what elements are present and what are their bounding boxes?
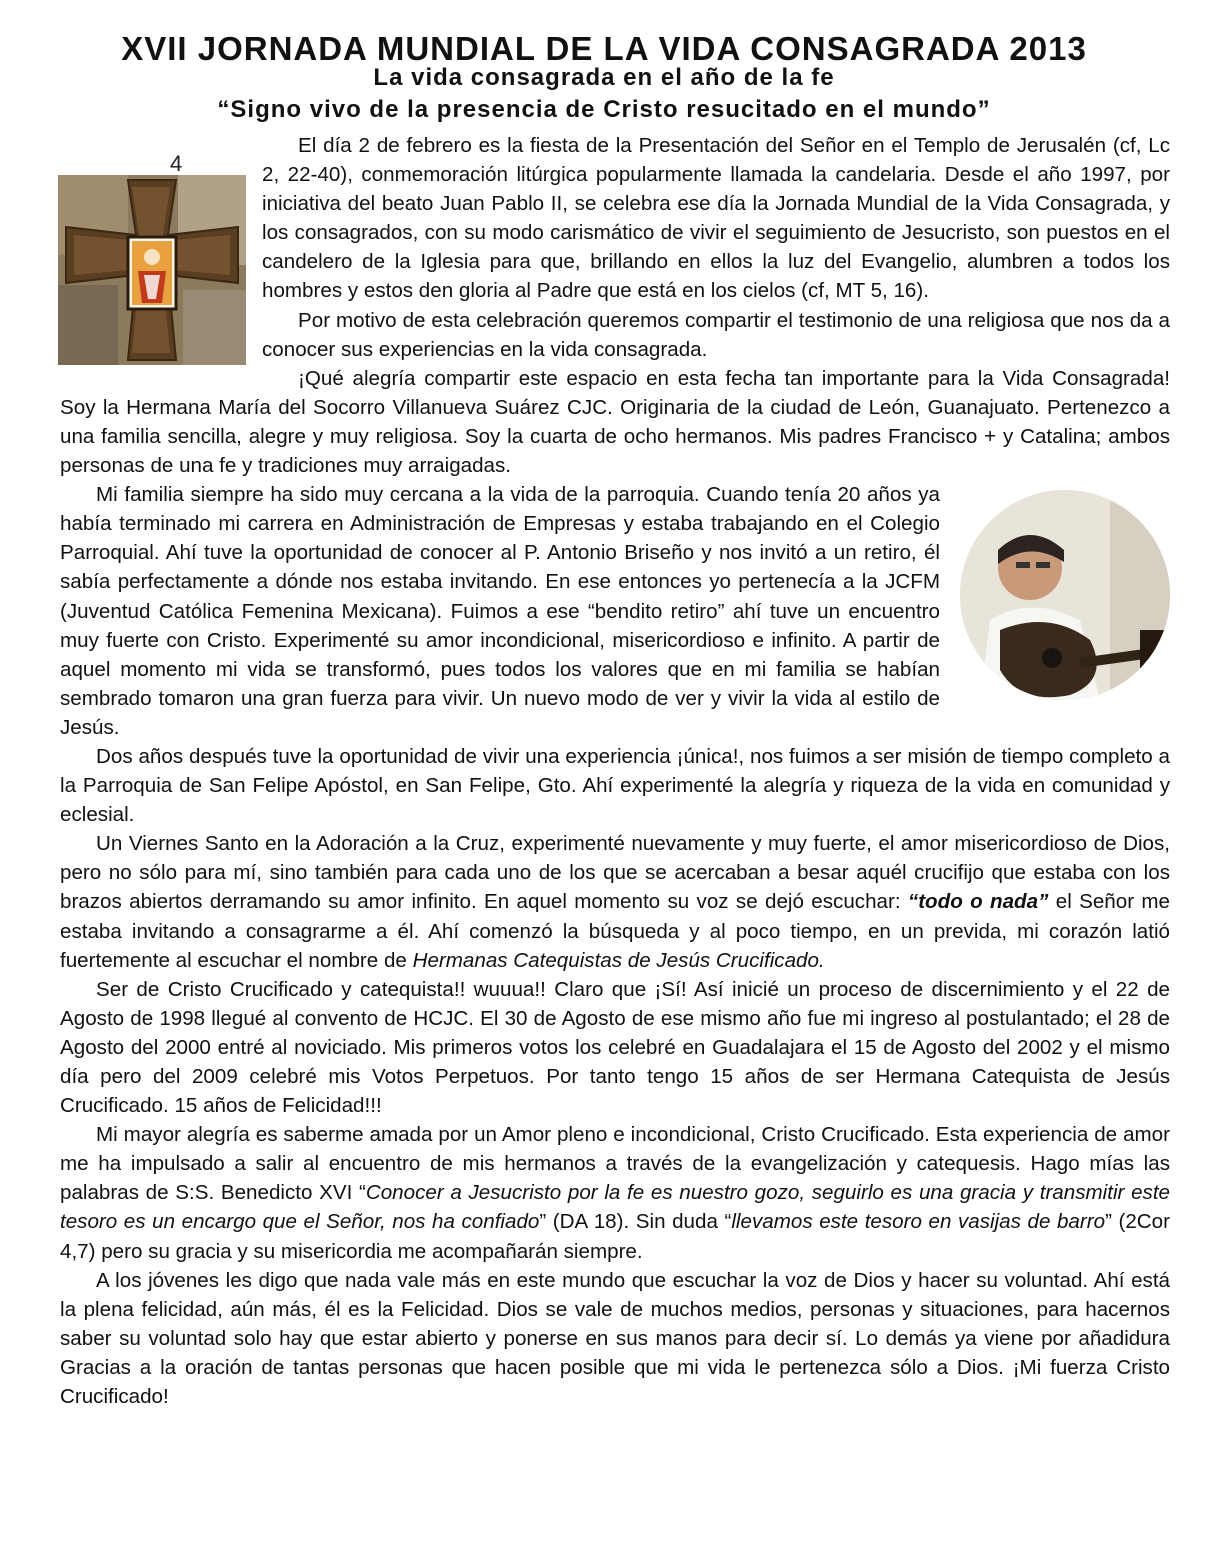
- paragraph: El día 2 de febrero es la fiesta de la Presentación del Señor en el Templo de Jerusalén (cf, Lc 2, 22-40), conmemoración litúrgica popularmente llamada la candelaria. Desde el año 1997, por iniciativa del beato Juan Pablo II, se celebra ese día la Jornada Mundial de la Vida Consagrada, y los consagrados, con su modo carismático de vivir el seguimiento de Jesucristo, son puestos en el candelero de la Iglesia para que, brillando en ellos la luz del Evangelio, alumbren a todos los hombres y estos den gloria al Padre que está en los cielos (cf, MT 5, 16).: [262, 134, 1170, 303]
- congregation-name: Hermanas Catequistas de Jesús Crucificado.: [412, 948, 825, 972]
- decorative-mark: 4: [170, 151, 183, 176]
- paragraph: Mi familia siempre ha sido muy cercana a la vida de la parroquia. Cuando tenía 20 años ya había terminado mi carrera en Administración de Empresas y estaba trabajando en el Colegio Parroquial. Ahí tuve la oportunidad de conocer al P. Antonio Briseño y nos invitó a un retiro, él sabía perfectamente a dónde nos estaba invitando. En ese entonces yo pertenecía a la JCFM (Juventud Católica Femenina Mexicana). Fuimos a ese “bendito retiro” ahí tuve un encuentro muy fuerte con Cristo. Experimenté su amor incondicional, misericordioso e infinito. A partir de aquel momento mi vida se transformó, pues todos los valores que en mi familia se habían sembrado tomaron una gran fuerza para vivir. Un nuevo modo de ver y vivir la vida al estilo de Jesús.: [60, 483, 940, 739]
- quote-text: llevamos este tesoro en vasijas de barro: [731, 1210, 1106, 1234]
- page-subtitle: La vida consagrada en el año de la fe: [373, 64, 835, 91]
- guitar-portrait: [960, 490, 1170, 700]
- article-body: [60, 131, 1170, 1411]
- paragraph: ¡Qué alegría compartir este espacio en esta fecha tan importante para la Vida Consagrada! Soy la Hermana María del Socorro Villanueva Suárez CJC. Originaria de la ciudad de León, Guanajuato. Pertenezco a una familia sencilla, alegre y muy religiosa. Soy la cuarta de ocho hermanos. Mis padres Francisco + y Catalina; ambos personas de una fe y tradiciones muy arraigadas.: [60, 366, 1170, 478]
- paragraph-text: ” (2Cor 4,7) pero su gracia y su misericordia me acompañarán siempre.: [60, 1210, 1170, 1263]
- cross-image: [58, 151, 246, 371]
- paragraph-text: Mi mayor alegría es saberme amada por un Amor pleno e incondicional, Cristo Crucificado. Esta experiencia de amor me ha impulsado a salir al encuentro de mis hermanos a través de la evangelización y catequesis. Hago mías las palabras de S:S. Benedicto XVI “: [60, 1123, 1170, 1205]
- paragraph-text: ” (DA 18). Sin duda “: [539, 1210, 732, 1234]
- page-motto: “Signo vivo de la presencia de Cristo resucitado en el mundo”: [217, 96, 991, 123]
- paragraph-text: el Señor me estaba invitando a consagrarme a él. Ahí comenzó la búsqueda y al poco tiempo, en un previda, mi corazón latió fuertemente al escuchar el nombre de: [60, 890, 1170, 972]
- paragraph: Dos años después tuve la oportunidad de vivir una experiencia ¡única!, nos fuimos a ser misión de tiempo completo a la Parroquia de San Felipe Apóstol, en San Felipe, Gto. Ahí experimenté la alegría y riqueza de la vida en comunidad y eclesial.: [60, 744, 1170, 827]
- paragraph: Ser de Cristo Crucificado y catequista!! wuuua!! Claro que ¡Sí! Así inicié un proceso de discernimiento y el 22 de Agosto de 1998 llegué al convento de HCJC. El 30 de Agosto de ese mismo año fue mi ingreso al postulantado; el 28 de Agosto del 2000 entré al noviciado. Mis primeros votos los celebré en Guadalajara el 15 de Agosto del 2002 y el mismo día pero del 2009 celebré mis Votos Perpetuos. Por tanto tengo 15 años de ser Hermana Catequista de Jesús Crucificado. 15 años de Felicidad!!!: [60, 977, 1170, 1118]
- portrait-photo: [954, 486, 1170, 706]
- page-title: XVII JORNADA MUNDIAL DE LA VIDA CONSAGRADA 2013: [121, 30, 1087, 67]
- paragraph: A los jóvenes les digo que nada vale más en este mundo que escuchar la voz de Dios y hacer su voluntad. Ahí está la plena felicidad, aún más, él es la Felicidad. Dios se vale de muchos medios, personas y situaciones, para hacernos saber su voluntad solo hay que estar abierto y ponerse en sus manos para decir sí. Lo demás ya viene por añadidura Gracias a la oración de tantas personas que hacen posible que mi vida le pertenezca sólo a Dios. ¡Mi fuerza Cristo Crucificado!: [60, 1268, 1170, 1409]
- quote-emphasis: “todo o nada”: [907, 890, 1049, 914]
- quote-text: Conocer a Jesucristo por la fe es nuestro gozo, seguirlo es una gracia y transmitir este tesoro es un encargo que el Señor, nos ha confiado: [60, 1181, 1170, 1234]
- paragraph-text: Un Viernes Santo en la Adoración a la Cruz, experimenté nuevamente y muy fuerte, el amor misericordioso de Dios, pero no sólo para mí, sino también para cada uno de los que se acercaban a besar aquél crucifijo que estaba con los brazos abiertos derramando su amor infinito. En aquel momento su voz se dejó escuchar:: [60, 832, 1170, 914]
- paragraph: [60, 1120, 1170, 1265]
- cross-icon: [58, 175, 246, 365]
- paragraph: Por motivo de esta celebración queremos compartir el testimonio de una religiosa que nos da a conocer sus experiencias en la vida consagrada.: [262, 308, 1170, 361]
- paragraph: [60, 829, 1170, 974]
